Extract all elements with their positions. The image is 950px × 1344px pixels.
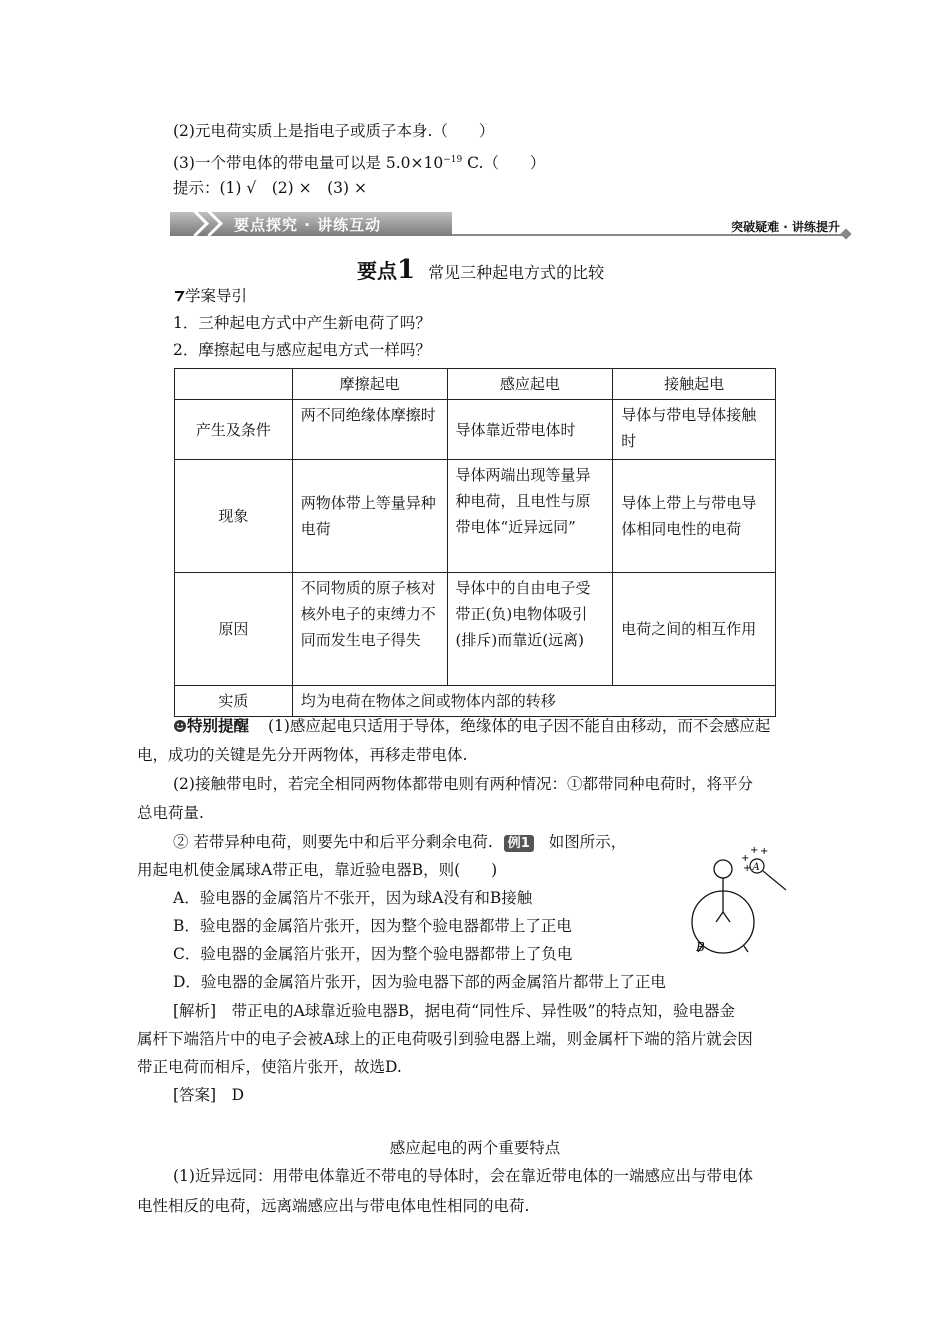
- example-stem: 用起电机使金属球A带正电，靠近验电器B，则( ): [137, 861, 498, 879]
- guide-question-1: 1．三种起电方式中产生新电荷了吗？: [173, 314, 431, 332]
- table-row: [175, 686, 776, 717]
- hint-line: 提示：(1) √ (2) × (3) ×: [173, 179, 368, 197]
- plus-icon: +: [760, 846, 769, 857]
- table-cell: 导体与带电导体接触时: [613, 400, 776, 460]
- table-row: [175, 460, 776, 573]
- guide-heading: 学案导引: [173, 286, 247, 306]
- table-cell: 导体中的自由电子受带正(负)电物体吸引(排斥)而靠近(远离): [447, 573, 613, 686]
- remind-line-2: 电，成功的关键是先分开两物体，再移走带电体.: [137, 746, 468, 764]
- plus-icon: +: [743, 863, 752, 874]
- table-cell: 不同物质的原子核对核外电子的束缚力不同而发生电子得失: [292, 573, 447, 686]
- table-row-header: 原因: [175, 573, 293, 686]
- table-cell: 两不同绝缘体摩擦时: [292, 400, 447, 460]
- table-row-header: 实质: [175, 686, 293, 717]
- table-cell: 均为电荷在物体之间或物体内部的转移: [292, 686, 775, 717]
- table-row: [175, 400, 776, 460]
- figure-label-b: B: [696, 940, 705, 954]
- banner-title: 要点探究 · 讲练互动: [234, 216, 382, 234]
- analysis-line-1: [解析] 带正电的A球靠近验电器B，据电荷“同性斥、异性吸”的特点知，验电器金: [173, 1002, 736, 1020]
- analysis-line-3: 带正电荷而相斥，使箔片张开，故选D.: [137, 1058, 402, 1076]
- table-cell: 导体两端出现等量异种电荷，且电性与原带电体“近异远同”: [447, 460, 613, 573]
- answer-line: [答案] D: [173, 1086, 245, 1104]
- comparison-table: [174, 368, 776, 717]
- analysis-line-2: 属杆下端箔片中的电子会被A球上的正电荷吸引到验电器上端，则金属杆下端的箔片就会因: [137, 1030, 753, 1048]
- option-d: D．验电器的金属箔片张开，因为验电器下部的两金属箔片都带上了正电: [173, 973, 666, 991]
- table-header-cell: 摩擦起电: [292, 369, 447, 400]
- smiley-icon: [173, 719, 187, 733]
- hook-arrow-icon: [173, 290, 185, 302]
- table-header-cell: 感应起电: [447, 369, 613, 400]
- features-line-1: (1)近异远同：用带电体靠近不带电的导体时，会在靠近带电体的一端感应出与带电体: [173, 1167, 753, 1185]
- option-a: A．验电器的金属箔片不张开，因为球A没有和B接触: [173, 889, 533, 907]
- section-heading: 要点1 常见三种起电方式的比较: [357, 255, 605, 285]
- table-row-header: 现象: [175, 460, 293, 573]
- table-row: [175, 573, 776, 686]
- question-2: (2)元电荷实质上是指电子或质子本身.（ ）: [173, 122, 495, 140]
- features-line-2: 电性相反的电荷，远离端感应出与带电体电性相同的电荷.: [137, 1197, 530, 1215]
- plus-icon: +: [741, 853, 750, 864]
- remind-line-5: ② 若带异种电荷，则要先中和后平分剩余电荷. 例1 如图所示，: [173, 833, 627, 851]
- features-title: 感应起电的两个重要特点: [389, 1139, 561, 1157]
- table-header-cell: [175, 369, 293, 400]
- table-header-cell: 接触起电: [613, 369, 776, 400]
- table-cell: 导体靠近带电体时: [447, 400, 613, 460]
- guide-question-2: 2．摩擦起电与感应起电方式一样吗？: [173, 341, 431, 359]
- electroscope-figure: [680, 842, 810, 957]
- table-cell: 两物体带上等量异种电荷: [292, 460, 447, 573]
- option-c: C．验电器的金属箔片张开，因为整个验电器都带上了负电: [173, 945, 573, 963]
- question-3: (3)一个带电体的带电量可以是 $5.0\times 10^{-19}$ C.（ ）: [173, 154, 546, 172]
- banner-subtitle: 突破疑难 · 讲练提升: [731, 220, 840, 234]
- remind-line-3: (2)接触带电时，若完全相同两物体都带电则有两种情况：①都带同种电荷时，将平分: [173, 775, 753, 793]
- remind-line-1: 特别提醒 (1)感应起电只适用于导体，绝缘体的电子因不能自由移动，而不会感应起: [173, 716, 770, 736]
- example-tag: 例1: [504, 835, 534, 852]
- table-cell: 电荷之间的相互作用: [613, 573, 776, 686]
- section-banner: [170, 212, 850, 240]
- remind-line-4: 总电荷量.: [137, 804, 204, 822]
- option-b: B．验电器的金属箔片张开，因为整个验电器都带上了正电: [173, 917, 572, 935]
- diamond-icon: [840, 228, 851, 239]
- table-header-row: [175, 369, 776, 400]
- table-cell: 导体上带上与带电导体相同电性的电荷: [613, 460, 776, 573]
- figure-label-a: A: [752, 862, 760, 873]
- table-row-header: 产生及条件: [175, 400, 293, 460]
- remind-label: 特别提醒: [187, 717, 250, 735]
- plus-icon: +: [750, 845, 759, 856]
